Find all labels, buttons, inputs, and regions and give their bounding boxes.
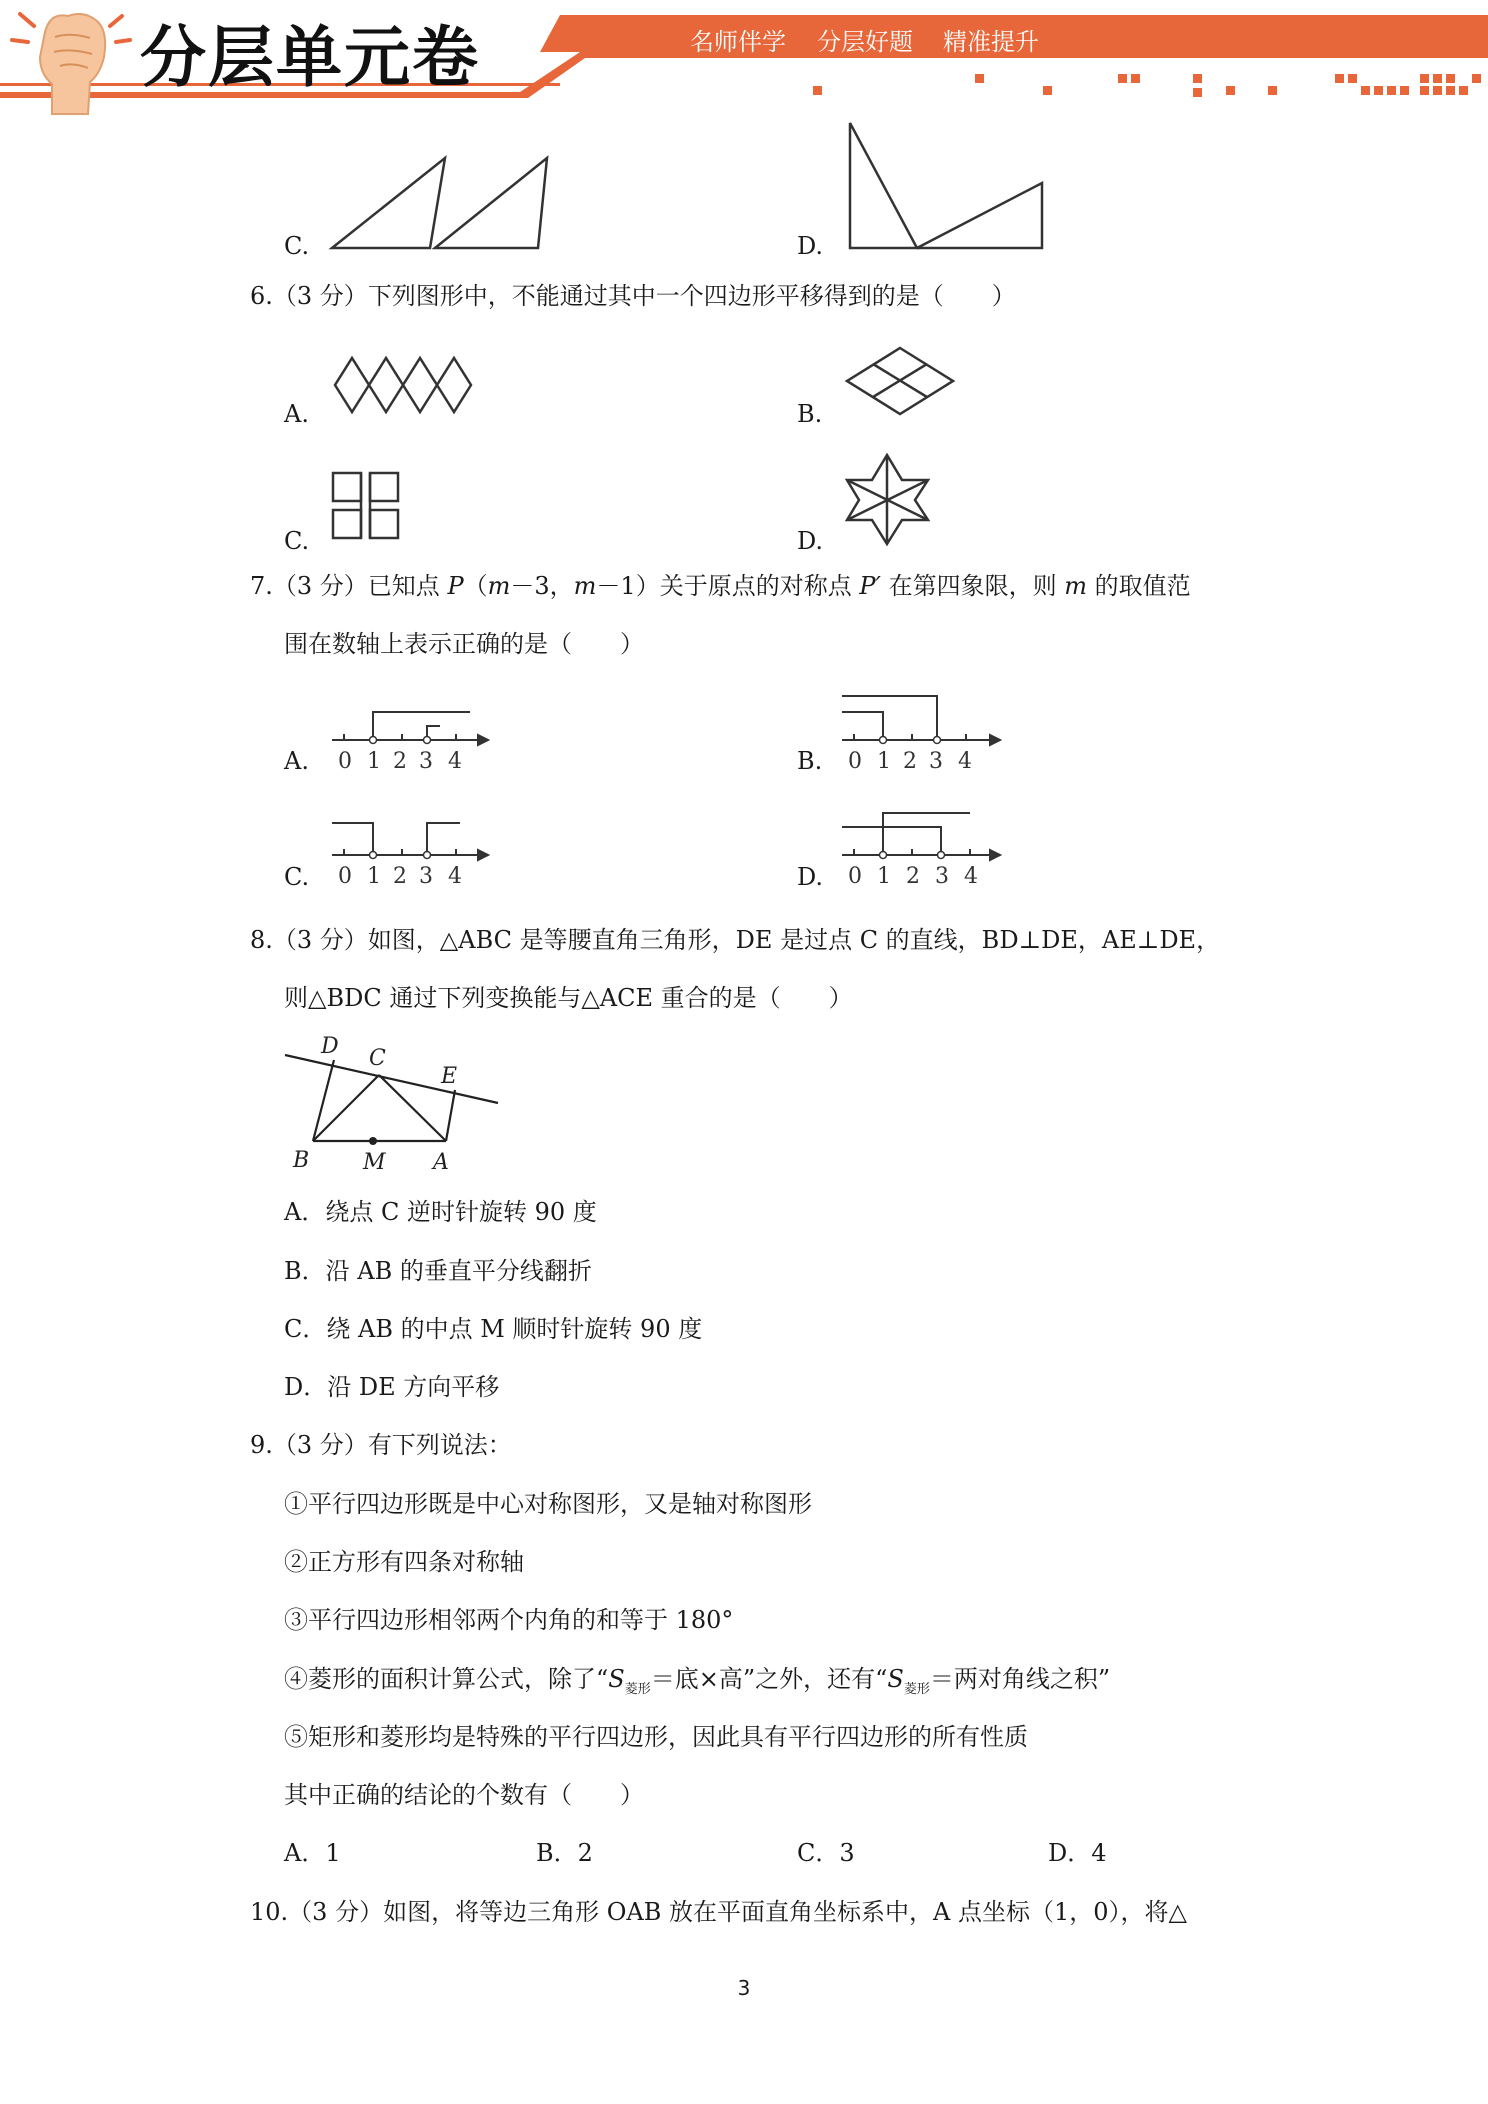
label-m: M xyxy=(363,1150,386,1175)
q9-statement-3: ③平行四边形相邻两个内角的和等于 180° xyxy=(284,1606,734,1634)
q9-statement-1: ①平行四边形既是中心对称图形，又是轴对称图形 xyxy=(284,1490,812,1518)
q9-option-b: B．2 xyxy=(536,1839,593,1867)
q8-stem-line2: 则△BDC 通过下列变换能与△ACE 重合的是（ ） xyxy=(284,984,853,1012)
q5-option-d-figure xyxy=(845,118,1050,253)
q7-var-p: P xyxy=(447,572,464,600)
q7-stem-line1 xyxy=(250,571,1191,601)
tick-2: 2 xyxy=(906,864,920,889)
s4-part-c: ＝两对角线之积” xyxy=(929,1665,1111,1693)
q7-text-e: 在第四象限，则 xyxy=(880,572,1065,600)
s4-var-s: S xyxy=(887,1665,904,1693)
q8-number: 8. xyxy=(250,926,273,954)
fist-logo-icon xyxy=(10,2,120,117)
q7-option-d-numberline xyxy=(840,805,1005,895)
q6-option-c-figure xyxy=(330,470,405,545)
q9-ask: 其中正确的结论的个数有（ ） xyxy=(284,1781,644,1809)
brand-title: 分层单元卷 xyxy=(140,19,480,96)
s4-var-s: S xyxy=(608,1665,625,1693)
q10-score: （3 分） xyxy=(288,1898,384,1926)
q5-option-c-label: C. xyxy=(284,232,310,260)
q7-option-a-numberline xyxy=(330,700,490,780)
label-b: B xyxy=(293,1148,310,1173)
q8-score: （3 分） xyxy=(272,926,368,954)
q6-text: 下列图形中，不能通过其中一个四边形平移得到的是（ ） xyxy=(367,282,1016,310)
tick-2: 2 xyxy=(393,864,407,889)
q9-statement-2: ②正方形有四条对称轴 xyxy=(284,1548,524,1576)
tick-4: 4 xyxy=(448,749,462,774)
label-a: A xyxy=(433,1150,449,1175)
q10-number: 10. xyxy=(250,1898,289,1926)
q6-option-d-figure xyxy=(845,452,930,547)
q7-var-p-prime: P′ xyxy=(859,572,881,600)
q7-text-f: 的取值范 xyxy=(1086,572,1191,600)
tick-3: 3 xyxy=(419,864,433,889)
q6-option-c-label: C. xyxy=(284,527,310,555)
q7-score: （3 分） xyxy=(272,572,368,600)
label-e: E xyxy=(441,1064,458,1089)
q8-option-d: D．沿 DE 方向平移 xyxy=(284,1373,500,1401)
s4-sub: 菱形 xyxy=(903,1681,930,1697)
q7-option-c-numberline xyxy=(330,815,490,895)
q7-option-b-label: B. xyxy=(797,747,823,775)
slogan-1: 名师伴学 xyxy=(690,28,786,56)
q8-stem-line1 xyxy=(250,925,1220,955)
tick-1: 1 xyxy=(877,749,891,774)
q6-number: 6. xyxy=(250,282,273,310)
tick-0: 0 xyxy=(848,749,862,774)
q7-text-a: 已知点 xyxy=(367,572,448,600)
q7-text-b: （ xyxy=(463,572,488,600)
q6-option-b-figure xyxy=(845,345,960,420)
slogan-3: 精准提升 xyxy=(943,28,1039,56)
q10-stem xyxy=(250,1897,1187,1927)
q8-option-b: B．沿 AB 的垂直平分线翻折 xyxy=(284,1257,592,1285)
q7-stem-line2: 围在数轴上表示正确的是（ ） xyxy=(284,630,644,658)
tick-1: 1 xyxy=(367,749,381,774)
tick-0: 0 xyxy=(338,749,352,774)
q10-text: 如图，将等边三角形 OAB 放在平面直角坐标系中，A 点坐标（1，0），将△ xyxy=(383,1898,1187,1926)
q9-option-c: C．3 xyxy=(797,1839,855,1867)
q7-var-m: m xyxy=(487,572,511,600)
q8-figure xyxy=(283,1035,508,1175)
q6-stem xyxy=(250,281,1016,311)
tick-3: 3 xyxy=(929,749,943,774)
tick-4: 4 xyxy=(958,749,972,774)
q7-option-b-numberline xyxy=(840,690,1005,780)
q8-option-c: C．绕 AB 的中点 M 顺时针旋转 90 度 xyxy=(284,1315,703,1343)
s4-part-b: ＝底×高”之外，还有“ xyxy=(650,1665,888,1693)
q7-var-m: m xyxy=(1064,572,1087,600)
tick-3: 3 xyxy=(935,864,949,889)
tick-2: 2 xyxy=(903,749,917,774)
tick-1: 1 xyxy=(367,864,381,889)
tick-0: 0 xyxy=(848,864,862,889)
q5-option-c-figure xyxy=(330,150,560,255)
q9-stem xyxy=(250,1430,512,1460)
slogan-2: 分层好题 xyxy=(817,28,913,56)
q8-option-a: A．绕点 C 逆时针旋转 90 度 xyxy=(284,1198,597,1226)
tick-4: 4 xyxy=(448,864,462,889)
page-number: 3 xyxy=(737,1976,751,2000)
q7-var-m: m xyxy=(573,572,597,600)
s4-sub: 菱形 xyxy=(624,1681,651,1697)
q9-statement-5: ⑤矩形和菱形均是特殊的平行四边形，因此具有平行四边形的所有性质 xyxy=(284,1723,1028,1751)
q9-number: 9. xyxy=(250,1431,273,1459)
s4-part-a: ④菱形的面积计算公式，除了“ xyxy=(284,1665,609,1693)
tick-2: 2 xyxy=(393,749,407,774)
label-d: D xyxy=(321,1034,339,1059)
q6-option-a-label: A. xyxy=(284,400,309,428)
q6-score: （3 分） xyxy=(272,282,368,310)
q9-text: 有下列说法： xyxy=(367,1431,512,1459)
tick-0: 0 xyxy=(338,864,352,889)
q7-number: 7. xyxy=(250,572,273,600)
tick-1: 1 xyxy=(877,864,891,889)
q9-score: （3 分） xyxy=(272,1431,368,1459)
q7-option-a-label: A. xyxy=(284,747,309,775)
q7-text-d: －1）关于原点的对称点 xyxy=(596,572,860,600)
q6-option-d-label: D. xyxy=(797,527,824,555)
q8-text-1: 如图，△ABC 是等腰直角三角形，DE 是过点 C 的直线，BD⊥DE，AE⊥DE， xyxy=(367,926,1221,954)
q7-option-c-label: C. xyxy=(284,863,310,891)
q6-option-b-label: B. xyxy=(797,400,823,428)
q6-option-a-figure xyxy=(330,355,480,420)
q7-option-d-label: D. xyxy=(797,863,824,891)
q5-option-d-label: D. xyxy=(797,232,824,260)
tick-4: 4 xyxy=(964,864,978,889)
tick-3: 3 xyxy=(419,749,433,774)
q9-option-a: A．1 xyxy=(284,1839,341,1867)
q9-option-d: D．4 xyxy=(1048,1839,1107,1867)
q7-text-c: －3， xyxy=(510,572,574,600)
label-c: C xyxy=(369,1046,386,1071)
q9-statement-4 xyxy=(284,1664,1110,1705)
